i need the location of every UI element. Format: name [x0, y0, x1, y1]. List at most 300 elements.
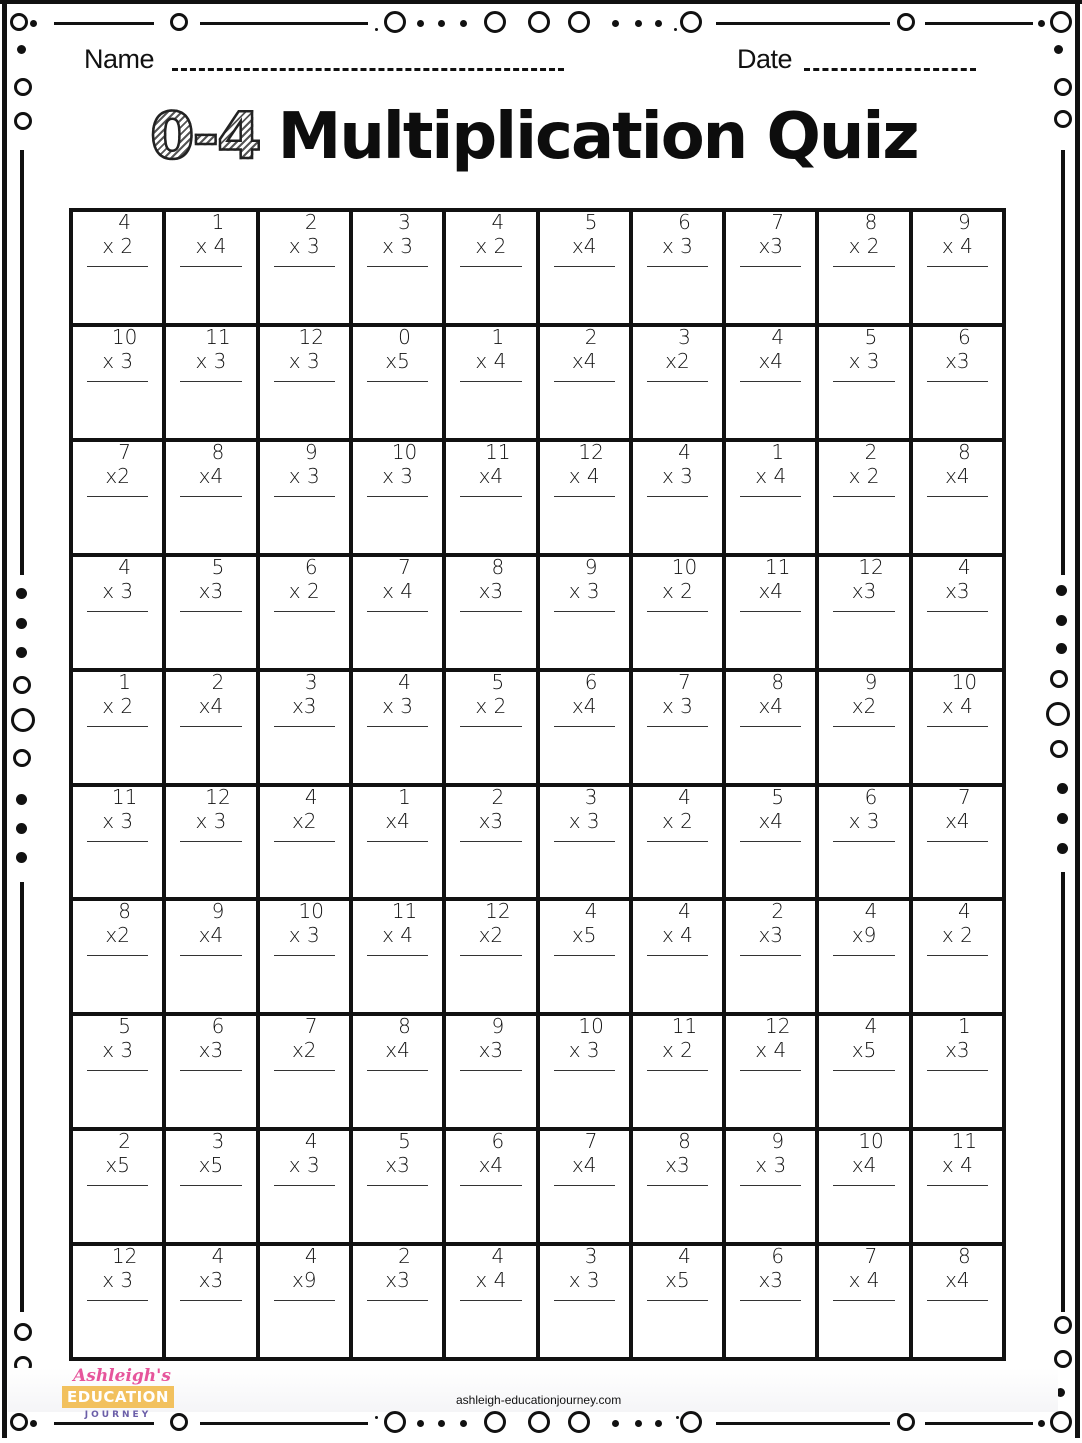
quiz-problem-cell[interactable] [353, 901, 442, 1012]
answer-line[interactable] [833, 496, 894, 497]
multiplier: x 3 [288, 234, 320, 258]
answer-line[interactable] [647, 841, 708, 842]
multiplicand: 9 [771, 1129, 785, 1154]
quiz-problem-cell[interactable] [913, 1246, 1002, 1357]
quiz-problem-cell[interactable] [73, 554, 162, 668]
answer-line[interactable] [180, 1070, 241, 1071]
quiz-problem-cell[interactable] [819, 1246, 908, 1357]
multiplicand: 7 [678, 669, 691, 694]
answer-line[interactable] [740, 1185, 801, 1186]
answer-line[interactable] [87, 726, 148, 727]
multiplicand: 11 [485, 439, 511, 464]
answer-line[interactable] [87, 1070, 148, 1071]
multiplicand: 4 [304, 784, 318, 809]
multiplier: x3 [385, 1268, 410, 1293]
quiz-problem-cell[interactable] [166, 324, 255, 438]
multiplicand: 4 [304, 1244, 318, 1269]
quiz-problem-cell[interactable] [633, 1016, 722, 1127]
answer-line[interactable] [460, 496, 521, 497]
quiz-problem-cell[interactable] [913, 669, 1002, 783]
dot-icon [16, 618, 27, 629]
multiplicand: 5 [211, 554, 225, 579]
dot-icon [655, 20, 662, 27]
multiplicand: 3 [678, 324, 691, 349]
answer-line[interactable] [367, 841, 428, 842]
multiplier: x3 [198, 578, 224, 603]
ring-icon [14, 112, 32, 130]
answer-line[interactable] [87, 381, 148, 382]
quiz-problem-cell[interactable] [726, 439, 815, 553]
dot-icon [16, 823, 27, 834]
multiplicand: 6 [491, 1129, 505, 1154]
answer-line[interactable] [647, 1185, 708, 1186]
multiplicand: 4 [304, 1129, 318, 1154]
answer-line[interactable] [180, 381, 241, 382]
answer-line[interactable] [87, 1185, 148, 1186]
quiz-problem-cell[interactable] [819, 439, 908, 553]
answer-line[interactable] [460, 381, 521, 382]
answer-line[interactable] [927, 841, 988, 842]
answer-line[interactable] [740, 726, 801, 727]
quiz-problem-cell[interactable] [726, 554, 815, 668]
multiplier: x 3 [848, 348, 880, 373]
quiz-problem-cell[interactable] [913, 324, 1002, 438]
answer-line[interactable] [180, 611, 241, 612]
quiz-problem-cell[interactable] [633, 212, 722, 323]
quiz-problem-cell[interactable] [726, 212, 815, 323]
answer-line[interactable] [274, 955, 335, 956]
quiz-problem-cell[interactable] [73, 1016, 162, 1127]
answer-line[interactable] [833, 1070, 894, 1071]
multiplicand: 7 [398, 554, 411, 579]
answer-line[interactable] [180, 266, 241, 267]
answer-line[interactable] [554, 1185, 615, 1186]
multiplier: x3 [945, 578, 970, 603]
quiz-problem-cell[interactable] [73, 784, 162, 898]
ring-icon [1050, 670, 1068, 688]
quiz-problem-cell[interactable] [913, 1131, 1002, 1242]
quiz-problem-cell[interactable] [726, 1246, 815, 1357]
name-field[interactable] [172, 68, 564, 71]
answer-line[interactable] [554, 1070, 615, 1071]
quiz-problem-cell[interactable] [819, 212, 908, 323]
ring-icon [680, 1411, 702, 1433]
answer-line[interactable] [460, 841, 521, 842]
divider-line [54, 1422, 154, 1425]
quiz-problem-cell[interactable] [260, 324, 349, 438]
quiz-problem-cell[interactable] [166, 212, 255, 323]
quiz-problem-cell[interactable] [819, 901, 908, 1012]
quiz-problem-cell[interactable] [73, 324, 162, 438]
website-link[interactable]: ashleigh-educationjourney.com [456, 1393, 622, 1407]
answer-line[interactable] [180, 1300, 241, 1301]
multiplier: x 4 [475, 348, 507, 373]
answer-line[interactable] [833, 611, 894, 612]
answer-line[interactable] [740, 955, 801, 956]
quiz-problem-cell[interactable] [913, 554, 1002, 668]
quiz-problem-cell[interactable] [633, 324, 722, 438]
multiplicand: 11 [205, 324, 231, 349]
answer-line[interactable] [274, 841, 335, 842]
answer-line[interactable] [87, 496, 148, 497]
answer-line[interactable] [180, 496, 241, 497]
quiz-problem-cell[interactable] [633, 1131, 722, 1242]
quiz-problem-cell[interactable] [540, 669, 629, 783]
quiz-problem-cell[interactable] [260, 669, 349, 783]
answer-line[interactable] [180, 726, 241, 727]
answer-line[interactable] [180, 1185, 241, 1186]
multiplicand: 5 [864, 324, 878, 349]
multiplicand: 6 [678, 210, 691, 234]
answer-line[interactable] [274, 611, 335, 612]
ring-icon [568, 11, 590, 33]
multiplier: x5 [198, 1153, 224, 1178]
quiz-problem-cell[interactable] [260, 901, 349, 1012]
answer-line[interactable] [367, 381, 428, 382]
multiplier: x 3 [195, 808, 227, 833]
answer-line[interactable] [647, 1070, 708, 1071]
quiz-problem-cell[interactable] [540, 784, 629, 898]
multiplicand: 10 [671, 554, 698, 579]
answer-line[interactable] [740, 496, 801, 497]
quiz-problem-cell[interactable] [633, 554, 722, 668]
quiz-problem-cell[interactable] [819, 784, 908, 898]
quiz-problem-cell[interactable] [819, 324, 908, 438]
multiplicand: 4 [491, 210, 505, 234]
answer-line[interactable] [647, 266, 708, 267]
answer-line[interactable] [554, 726, 615, 727]
quiz-problem-cell[interactable] [540, 1131, 629, 1242]
answer-line[interactable] [740, 1070, 801, 1071]
answer-line[interactable] [274, 1070, 335, 1071]
answer-line[interactable] [833, 1185, 894, 1186]
quiz-problem-cell[interactable] [73, 212, 162, 323]
answer-line[interactable] [554, 1300, 615, 1301]
multiplicand: 7 [864, 1244, 878, 1269]
quiz-problem-cell[interactable] [260, 1246, 349, 1357]
answer-line[interactable] [460, 1300, 521, 1301]
dot-icon [417, 1420, 424, 1427]
multiplicand: 8 [864, 210, 878, 234]
answer-line[interactable] [87, 841, 148, 842]
answer-line[interactable] [647, 381, 708, 382]
quiz-problem-cell[interactable] [166, 554, 255, 668]
answer-line[interactable] [367, 496, 428, 497]
quiz-problem-cell[interactable] [726, 669, 815, 783]
quiz-problem-cell[interactable] [726, 784, 815, 898]
quiz-problem-cell[interactable] [260, 212, 349, 323]
quiz-problem-cell[interactable] [353, 1246, 442, 1357]
quiz-problem-cell[interactable] [353, 324, 442, 438]
answer-line[interactable] [833, 955, 894, 956]
multiplier: x4 [198, 463, 224, 488]
answer-line[interactable] [554, 496, 615, 497]
multiplicand: 11 [951, 1129, 978, 1154]
answer-line[interactable] [740, 611, 801, 612]
divider-line [1061, 872, 1065, 1312]
multiplier: x 4 [941, 234, 973, 258]
answer-line[interactable] [274, 496, 335, 497]
ring-icon [170, 13, 188, 31]
quiz-problem-cell[interactable] [633, 669, 722, 783]
answer-line[interactable] [367, 1070, 428, 1071]
quiz-problem-cell[interactable] [540, 901, 629, 1012]
multiplicand: 8 [398, 1014, 411, 1039]
dot-icon [676, 1416, 679, 1419]
answer-line[interactable] [740, 381, 801, 382]
answer-line[interactable] [833, 381, 894, 382]
answer-line[interactable] [460, 1070, 521, 1071]
multiplicand: 5 [584, 210, 598, 234]
multiplicand: 3 [211, 1129, 225, 1154]
answer-line[interactable] [367, 1185, 428, 1186]
answer-line[interactable] [927, 266, 988, 267]
answer-line[interactable] [367, 726, 428, 727]
answer-line[interactable] [927, 1185, 988, 1186]
quiz-problem-cell[interactable] [446, 439, 535, 553]
answer-line[interactable] [460, 266, 521, 267]
quiz-problem-cell[interactable] [73, 669, 162, 783]
quiz-problem-cell[interactable] [166, 1016, 255, 1127]
ring-icon [384, 11, 406, 33]
answer-line[interactable] [274, 1300, 335, 1301]
quiz-problem-cell[interactable] [166, 901, 255, 1012]
multiplier: x4 [571, 1153, 597, 1178]
quiz-problem-cell[interactable] [260, 1131, 349, 1242]
quiz-problem-cell[interactable] [166, 1131, 255, 1242]
multiplicand: 7 [304, 1014, 318, 1039]
answer-line[interactable] [180, 955, 241, 956]
ring-icon [528, 1411, 550, 1433]
date-field[interactable] [804, 68, 976, 71]
answer-line[interactable] [833, 841, 894, 842]
multiplier: x 2 [661, 1038, 693, 1063]
quiz-problem-cell[interactable] [633, 439, 722, 553]
multiplicand: 4 [491, 1244, 505, 1269]
answer-line[interactable] [460, 1185, 521, 1186]
multiplicand: 4 [398, 669, 411, 694]
answer-line[interactable] [460, 726, 521, 727]
answer-line[interactable] [87, 1300, 148, 1301]
quiz-problem-cell[interactable] [353, 212, 442, 323]
multiplier: x3 [945, 1038, 970, 1063]
right-decorative-border [1040, 0, 1080, 1438]
answer-line[interactable] [274, 381, 335, 382]
quiz-problem-cell[interactable] [353, 669, 442, 783]
quiz-problem-cell[interactable] [540, 1016, 629, 1127]
ring-icon [1054, 78, 1072, 96]
dot-icon [16, 852, 27, 863]
quiz-problem-cell[interactable] [633, 784, 722, 898]
quiz-problem-cell[interactable] [353, 439, 442, 553]
ring-icon [1050, 740, 1068, 758]
multiplicand: 5 [118, 1014, 132, 1039]
answer-line[interactable] [647, 1300, 708, 1301]
quiz-problem-cell[interactable] [260, 554, 349, 668]
ring-icon [384, 1411, 406, 1433]
quiz-problem-cell[interactable] [260, 1016, 349, 1127]
answer-line[interactable] [87, 266, 148, 267]
ring-icon [1054, 1350, 1072, 1368]
answer-line[interactable] [274, 266, 335, 267]
multiplier: x 3 [102, 348, 134, 373]
quiz-problem-cell[interactable] [819, 1131, 908, 1242]
quiz-problem-cell[interactable] [73, 1246, 162, 1357]
answer-line[interactable] [740, 841, 801, 842]
ring-icon [170, 1413, 188, 1431]
answer-line[interactable] [647, 726, 708, 727]
dot-icon [438, 20, 445, 27]
quiz-problem-cell[interactable] [913, 901, 1002, 1012]
answer-line[interactable] [367, 955, 428, 956]
answer-line[interactable] [740, 1300, 801, 1301]
quiz-problem-cell[interactable] [260, 784, 349, 898]
answer-line[interactable] [740, 266, 801, 267]
quiz-problem-cell[interactable] [726, 901, 815, 1012]
multiplicand: 12 [485, 899, 511, 924]
answer-line[interactable] [460, 611, 521, 612]
answer-line[interactable] [554, 381, 615, 382]
multiplicand: 3 [584, 784, 598, 809]
multiplier: x 2 [102, 693, 134, 718]
answer-line[interactable] [833, 726, 894, 727]
quiz-problem-cell[interactable] [540, 212, 629, 323]
ring-icon [1046, 702, 1070, 726]
quiz-problem-cell[interactable] [726, 324, 815, 438]
multiplicand: 10 [578, 1014, 604, 1039]
quiz-problem-cell[interactable] [540, 1246, 629, 1357]
answer-line[interactable] [927, 955, 988, 956]
quiz-problem-cell[interactable] [446, 901, 535, 1012]
divider-line [20, 882, 24, 1312]
multiplier: x3 [385, 1153, 410, 1178]
quiz-problem-cell[interactable] [726, 1016, 815, 1127]
answer-line[interactable] [554, 266, 615, 267]
quiz-problem-cell[interactable] [913, 439, 1002, 553]
multiplier: x 2 [848, 234, 880, 258]
multiplicand: 12 [111, 1244, 138, 1269]
quiz-problem-cell[interactable] [633, 1246, 722, 1357]
quiz-problem-cell[interactable] [353, 1131, 442, 1242]
multiplier: x4 [198, 923, 224, 948]
quiz-problem-cell[interactable] [913, 1016, 1002, 1127]
answer-line[interactable] [460, 955, 521, 956]
quiz-problem-cell[interactable] [726, 1131, 815, 1242]
quiz-problem-cell[interactable] [73, 1131, 162, 1242]
dot-icon [1054, 45, 1063, 54]
quiz-problem-cell[interactable] [819, 554, 908, 668]
quiz-problem-cell[interactable] [73, 901, 162, 1012]
multiplicand: 4 [678, 439, 691, 464]
quiz-problem-cell[interactable] [353, 554, 442, 668]
multiplicand: 12 [205, 784, 231, 809]
quiz-problem-cell[interactable] [913, 784, 1002, 898]
answer-line[interactable] [367, 611, 428, 612]
quiz-problem-cell[interactable] [353, 1016, 442, 1127]
answer-line[interactable] [554, 841, 615, 842]
answer-line[interactable] [927, 1300, 988, 1301]
quiz-problem-cell[interactable] [73, 439, 162, 553]
answer-line[interactable] [87, 955, 148, 956]
answer-line[interactable] [647, 611, 708, 612]
quiz-problem-cell[interactable] [446, 554, 535, 668]
answer-line[interactable] [833, 266, 894, 267]
multiplier: x4 [758, 693, 784, 718]
answer-line[interactable] [87, 611, 148, 612]
quiz-problem-cell[interactable] [166, 1246, 255, 1357]
answer-line[interactable] [367, 266, 428, 267]
answer-line[interactable] [647, 955, 708, 956]
logo-main-text: EDUCATION [62, 1386, 174, 1408]
quiz-problem-cell[interactable] [446, 1246, 535, 1357]
answer-line[interactable] [647, 496, 708, 497]
ring-icon [14, 78, 32, 96]
quiz-problem-cell[interactable] [166, 784, 255, 898]
answer-line[interactable] [367, 1300, 428, 1301]
multiplicand: 12 [298, 324, 324, 349]
answer-line[interactable] [927, 726, 988, 727]
divider-line [200, 22, 368, 25]
quiz-problem-cell[interactable] [166, 669, 255, 783]
multiplier: x3 [291, 693, 317, 718]
answer-line[interactable] [833, 1300, 894, 1301]
ring-icon [11, 708, 35, 732]
quiz-problem-cell[interactable] [446, 1131, 535, 1242]
ring-icon [484, 1411, 506, 1433]
dot-icon [1056, 643, 1067, 654]
quiz-problem-cell[interactable] [446, 1016, 535, 1127]
quiz-problem-cell[interactable] [540, 324, 629, 438]
quiz-problem-cell[interactable] [446, 324, 535, 438]
multiplier: x4 [945, 808, 970, 833]
quiz-grid [69, 208, 1006, 1361]
quiz-problem-cell[interactable] [446, 212, 535, 323]
answer-line[interactable] [180, 841, 241, 842]
dot-icon [417, 20, 424, 27]
answer-line[interactable] [927, 1070, 988, 1071]
dot-icon [375, 1416, 378, 1419]
quiz-problem-cell[interactable] [260, 439, 349, 553]
dot-icon [1057, 813, 1068, 824]
answer-line[interactable] [927, 381, 988, 382]
quiz-problem-cell[interactable] [166, 439, 255, 553]
quiz-problem-cell[interactable] [540, 439, 629, 553]
dot-icon [655, 1420, 662, 1427]
quiz-problem-cell[interactable] [353, 784, 442, 898]
quiz-problem-cell[interactable] [819, 669, 908, 783]
answer-line[interactable] [554, 955, 615, 956]
multiplicand: 4 [211, 1244, 225, 1269]
multiplier: x5 [385, 348, 410, 373]
quiz-problem-cell[interactable] [913, 212, 1002, 323]
quiz-problem-cell[interactable] [633, 901, 722, 1012]
multiplier: x9 [291, 1268, 317, 1293]
answer-line[interactable] [274, 1185, 335, 1186]
quiz-problem-cell[interactable] [446, 669, 535, 783]
multiplicand: 5 [398, 1129, 411, 1154]
dot-icon [438, 1420, 445, 1427]
answer-line[interactable] [274, 726, 335, 727]
answer-line[interactable] [554, 611, 615, 612]
multiplier: x 3 [661, 463, 693, 488]
answer-line[interactable] [927, 496, 988, 497]
ring-icon [10, 1413, 28, 1431]
quiz-problem-cell[interactable] [540, 554, 629, 668]
quiz-problem-cell[interactable] [819, 1016, 908, 1127]
quiz-problem-cell[interactable] [446, 784, 535, 898]
answer-line[interactable] [927, 611, 988, 612]
dot-icon [674, 28, 677, 31]
